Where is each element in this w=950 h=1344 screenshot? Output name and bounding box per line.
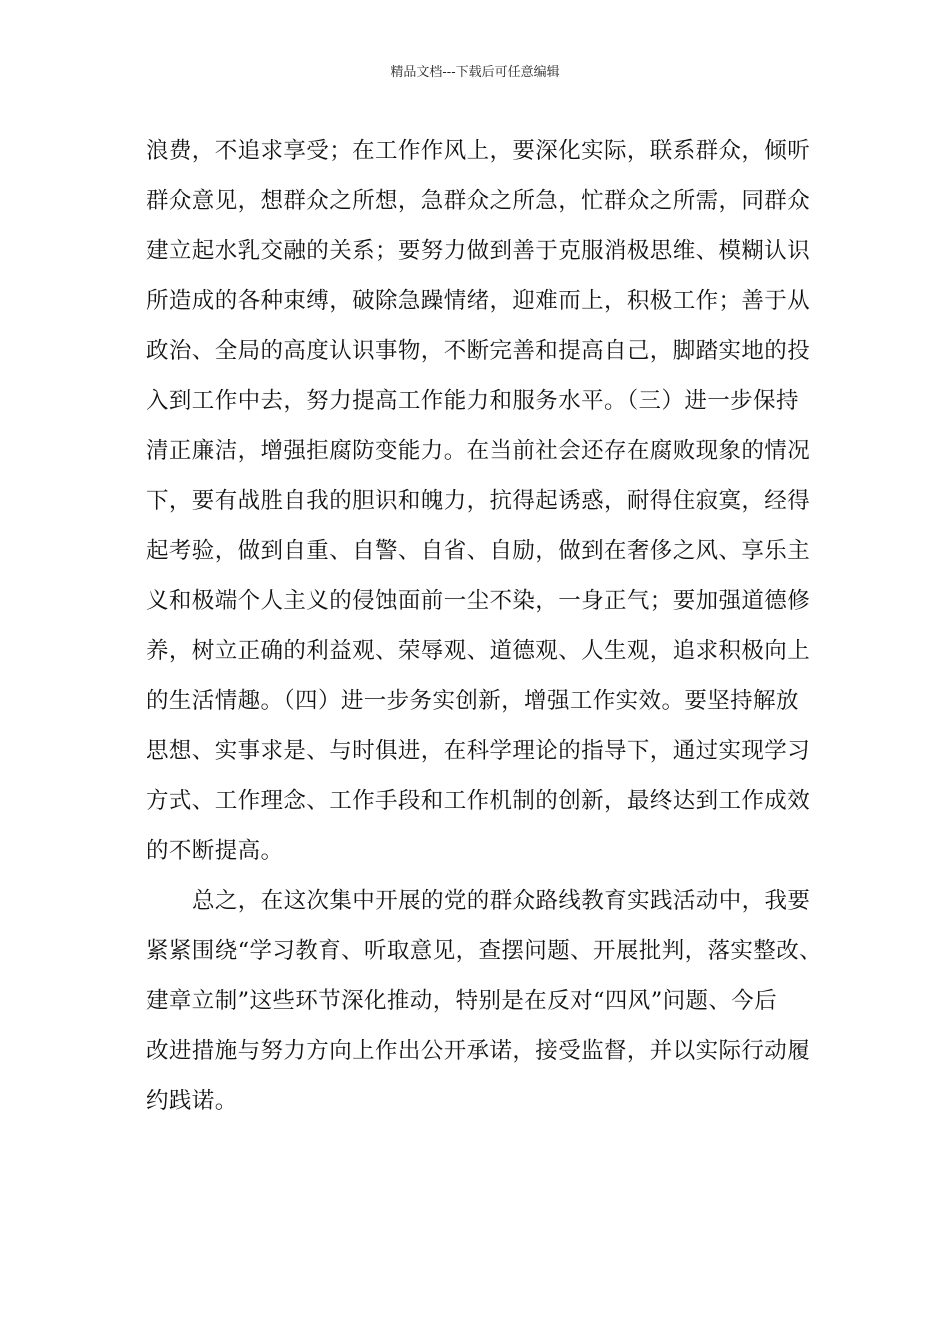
text-line: 建章立制”这些环节深化推动，特别是在反对“四风”问题、今后: [146, 988, 778, 1014]
text-line: 养，树立正确的利益观、荣辱观、道德观、人生观，追求积极向上: [146, 638, 811, 664]
text-line: 政治、全局的高度认识事物，不断完善和提高自己，脚踏实地的投: [146, 338, 811, 364]
text-line: 的生活情趣。（四）进一步务实创新，增强工作实效。要坚持解放: [146, 688, 799, 714]
text-line: 浪费，不追求享受；在工作作风上，要深化实际，联系群众，倾听: [146, 138, 811, 164]
text-line: 入到工作中去，努力提高工作能力和服务水平。（三）进一步保持: [146, 388, 799, 414]
text-line: 所造成的各种束缚，破除急躁情绪，迎难而上，积极工作；善于从: [146, 288, 811, 314]
text-line: 紧紧围绕“学习教育、听取意见，查摆问题、开展批判，落实整改、: [146, 938, 823, 964]
text-line: 方式、工作理念、工作手段和工作机制的创新，最终达到工作成效: [146, 788, 811, 814]
text-line: 改进措施与努力方向上作出公开承诺，接受监督，并以实际行动履: [146, 1038, 811, 1064]
text-line: 的不断提高。: [146, 838, 284, 864]
page-header: 精品文档---下载后可任意编辑: [390, 65, 560, 80]
text-line: 起考验，做到自重、自警、自省、自励，做到在奢侈之风、享乐主: [146, 538, 811, 564]
text-line: 义和极端个人主义的侵蚀面前一尘不染，一身正气；要加强道德修: [146, 588, 811, 614]
text-line: 约践诺。: [146, 1088, 238, 1114]
text-line: 思想、实事求是、与时俱进，在科学理论的指导下，通过实现学习: [146, 738, 811, 764]
text-line: 建立起水乳交融的关系；要努力做到善于克服消极思维、模糊认识: [146, 238, 811, 264]
text-line: 群众意见，想群众之所想，急群众之所急，忙群众之所需，同群众: [146, 188, 811, 214]
text-line: 清正廉洁，增强拒腐防变能力。在当前社会还存在腐败现象的情况: [146, 438, 811, 464]
text-line: 总之，在这次集中开展的党的群众路线教育实践活动中，我要: [192, 888, 811, 914]
text-line: 下，要有战胜自我的胆识和魄力，抗得起诱惑，耐得住寂寞，经得: [146, 488, 811, 514]
